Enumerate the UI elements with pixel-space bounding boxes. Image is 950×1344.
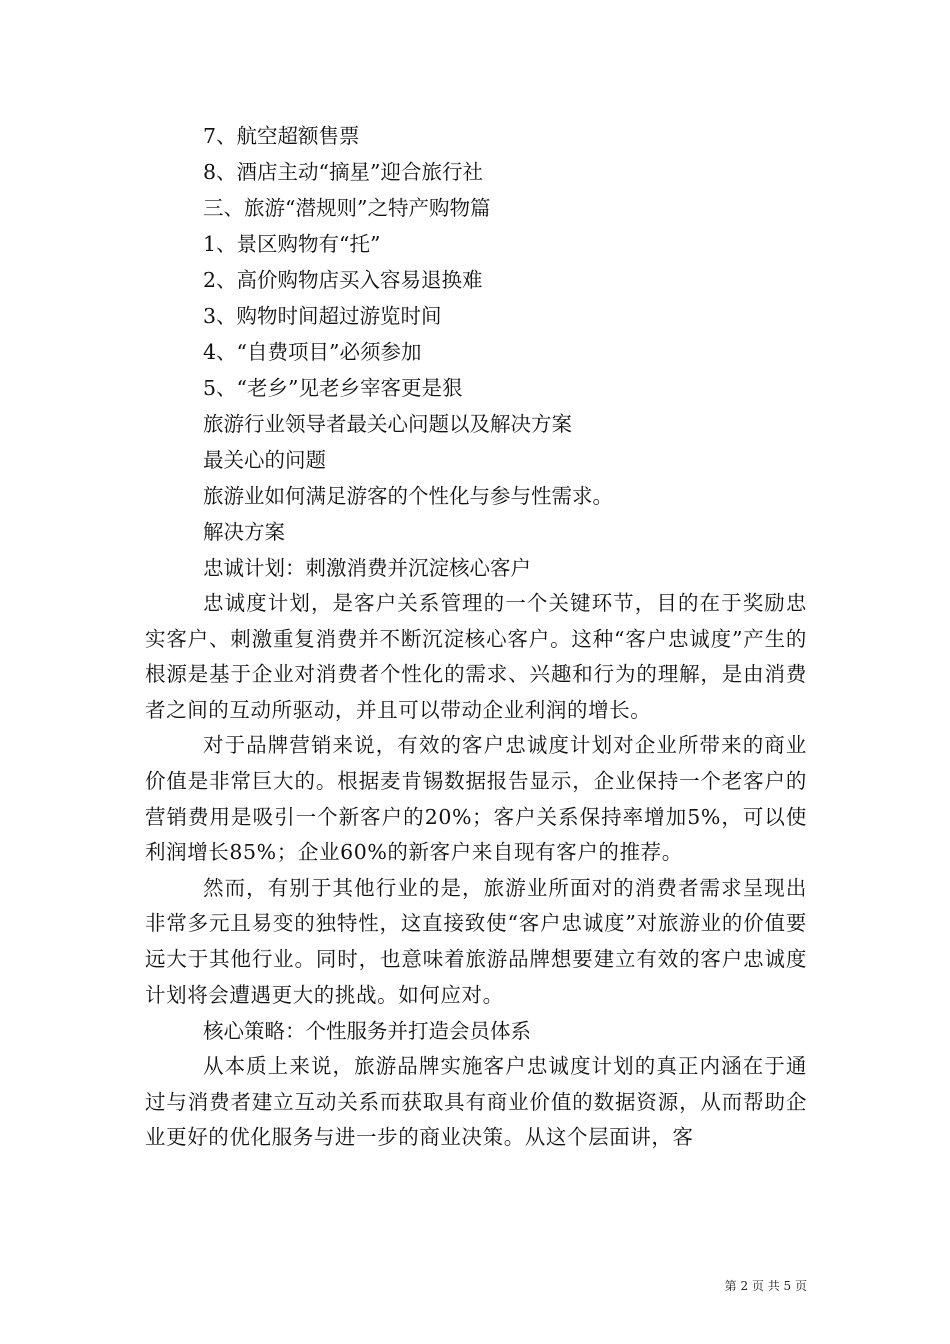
text-line: 旅游业如何满足游客的个性化与参与性需求。 [203,484,613,508]
paragraph: 对于品牌营销来说，有效的客户忠诚度计划对企业所带来的商业价值是非常巨大的。根据麦肯锡数据报告显示，企业保持一个老客户的营销费用是吸引一个新客户的20%；客户关系保持率增加5%，可以使利润增长85%；企业60%的新客户来自现有客户的推荐。 [145,733,807,865]
subheading: 忠诚计划：刺激消费并沉淀核心客户 [203,556,531,580]
section-heading: 三、旅游“潜规则”之特产购物篇 [203,196,491,220]
subheading: 核心策略：个性服务并打造会员体系 [203,1019,531,1044]
page-number-footer: 第 2 页 共 5 页 [724,1279,807,1293]
list-item: 8、酒店主动“摘星”迎合旅行社 [203,160,484,184]
paragraph: 从本质上来说，旅游品牌实施客户忠诚度计划的真正内涵在于通过与消费者建立互动关系而获取具有商业价值的数据资源，从而帮助企业更好的优化服务与进一步的商业决策。从这个层面讲，客 [145,1054,807,1150]
list-item: 7、航空超额售票 [203,124,360,148]
list-item: 3、购物时间超过游览时间 [203,304,442,328]
list-item: 2、高价购物店买入容易退换难 [203,268,483,292]
subheading: 解决方案 [203,520,285,544]
document-body [145,118,807,1156]
list-item: 1、景区购物有“托” [203,232,381,256]
paragraph: 然而，有别于其他行业的是，旅游业所面对的消费者需求呈现出非常多元且易变的独特性，这直接致使“客户忠诚度”对旅游业的价值要远大于其他行业。同时，也意味着旅游品牌想要建立有效的客户忠诚度计划将会遭遇更大的挑战。如何应对。 [145,875,807,1007]
list-item: 4、“自费项目”必须参加 [203,340,422,364]
subheading: 最关心的问题 [203,448,326,472]
list-item: 5、“老乡”见老乡宰客更是狠 [203,376,463,400]
paragraph: 忠诚度计划，是客户关系管理的一个关键环节，目的在于奖励忠实客户、刺激重复消费并不断沉淀核心客户。这种“客户忠诚度”产生的根源是基于企业对消费者个性化的需求、兴趣和行为的理解，是由消费者之间的互动所驱动，并且可以带动企业利润的增长。 [145,591,807,722]
section-heading: 旅游行业领导者最关心问题以及解决方案 [203,412,572,436]
